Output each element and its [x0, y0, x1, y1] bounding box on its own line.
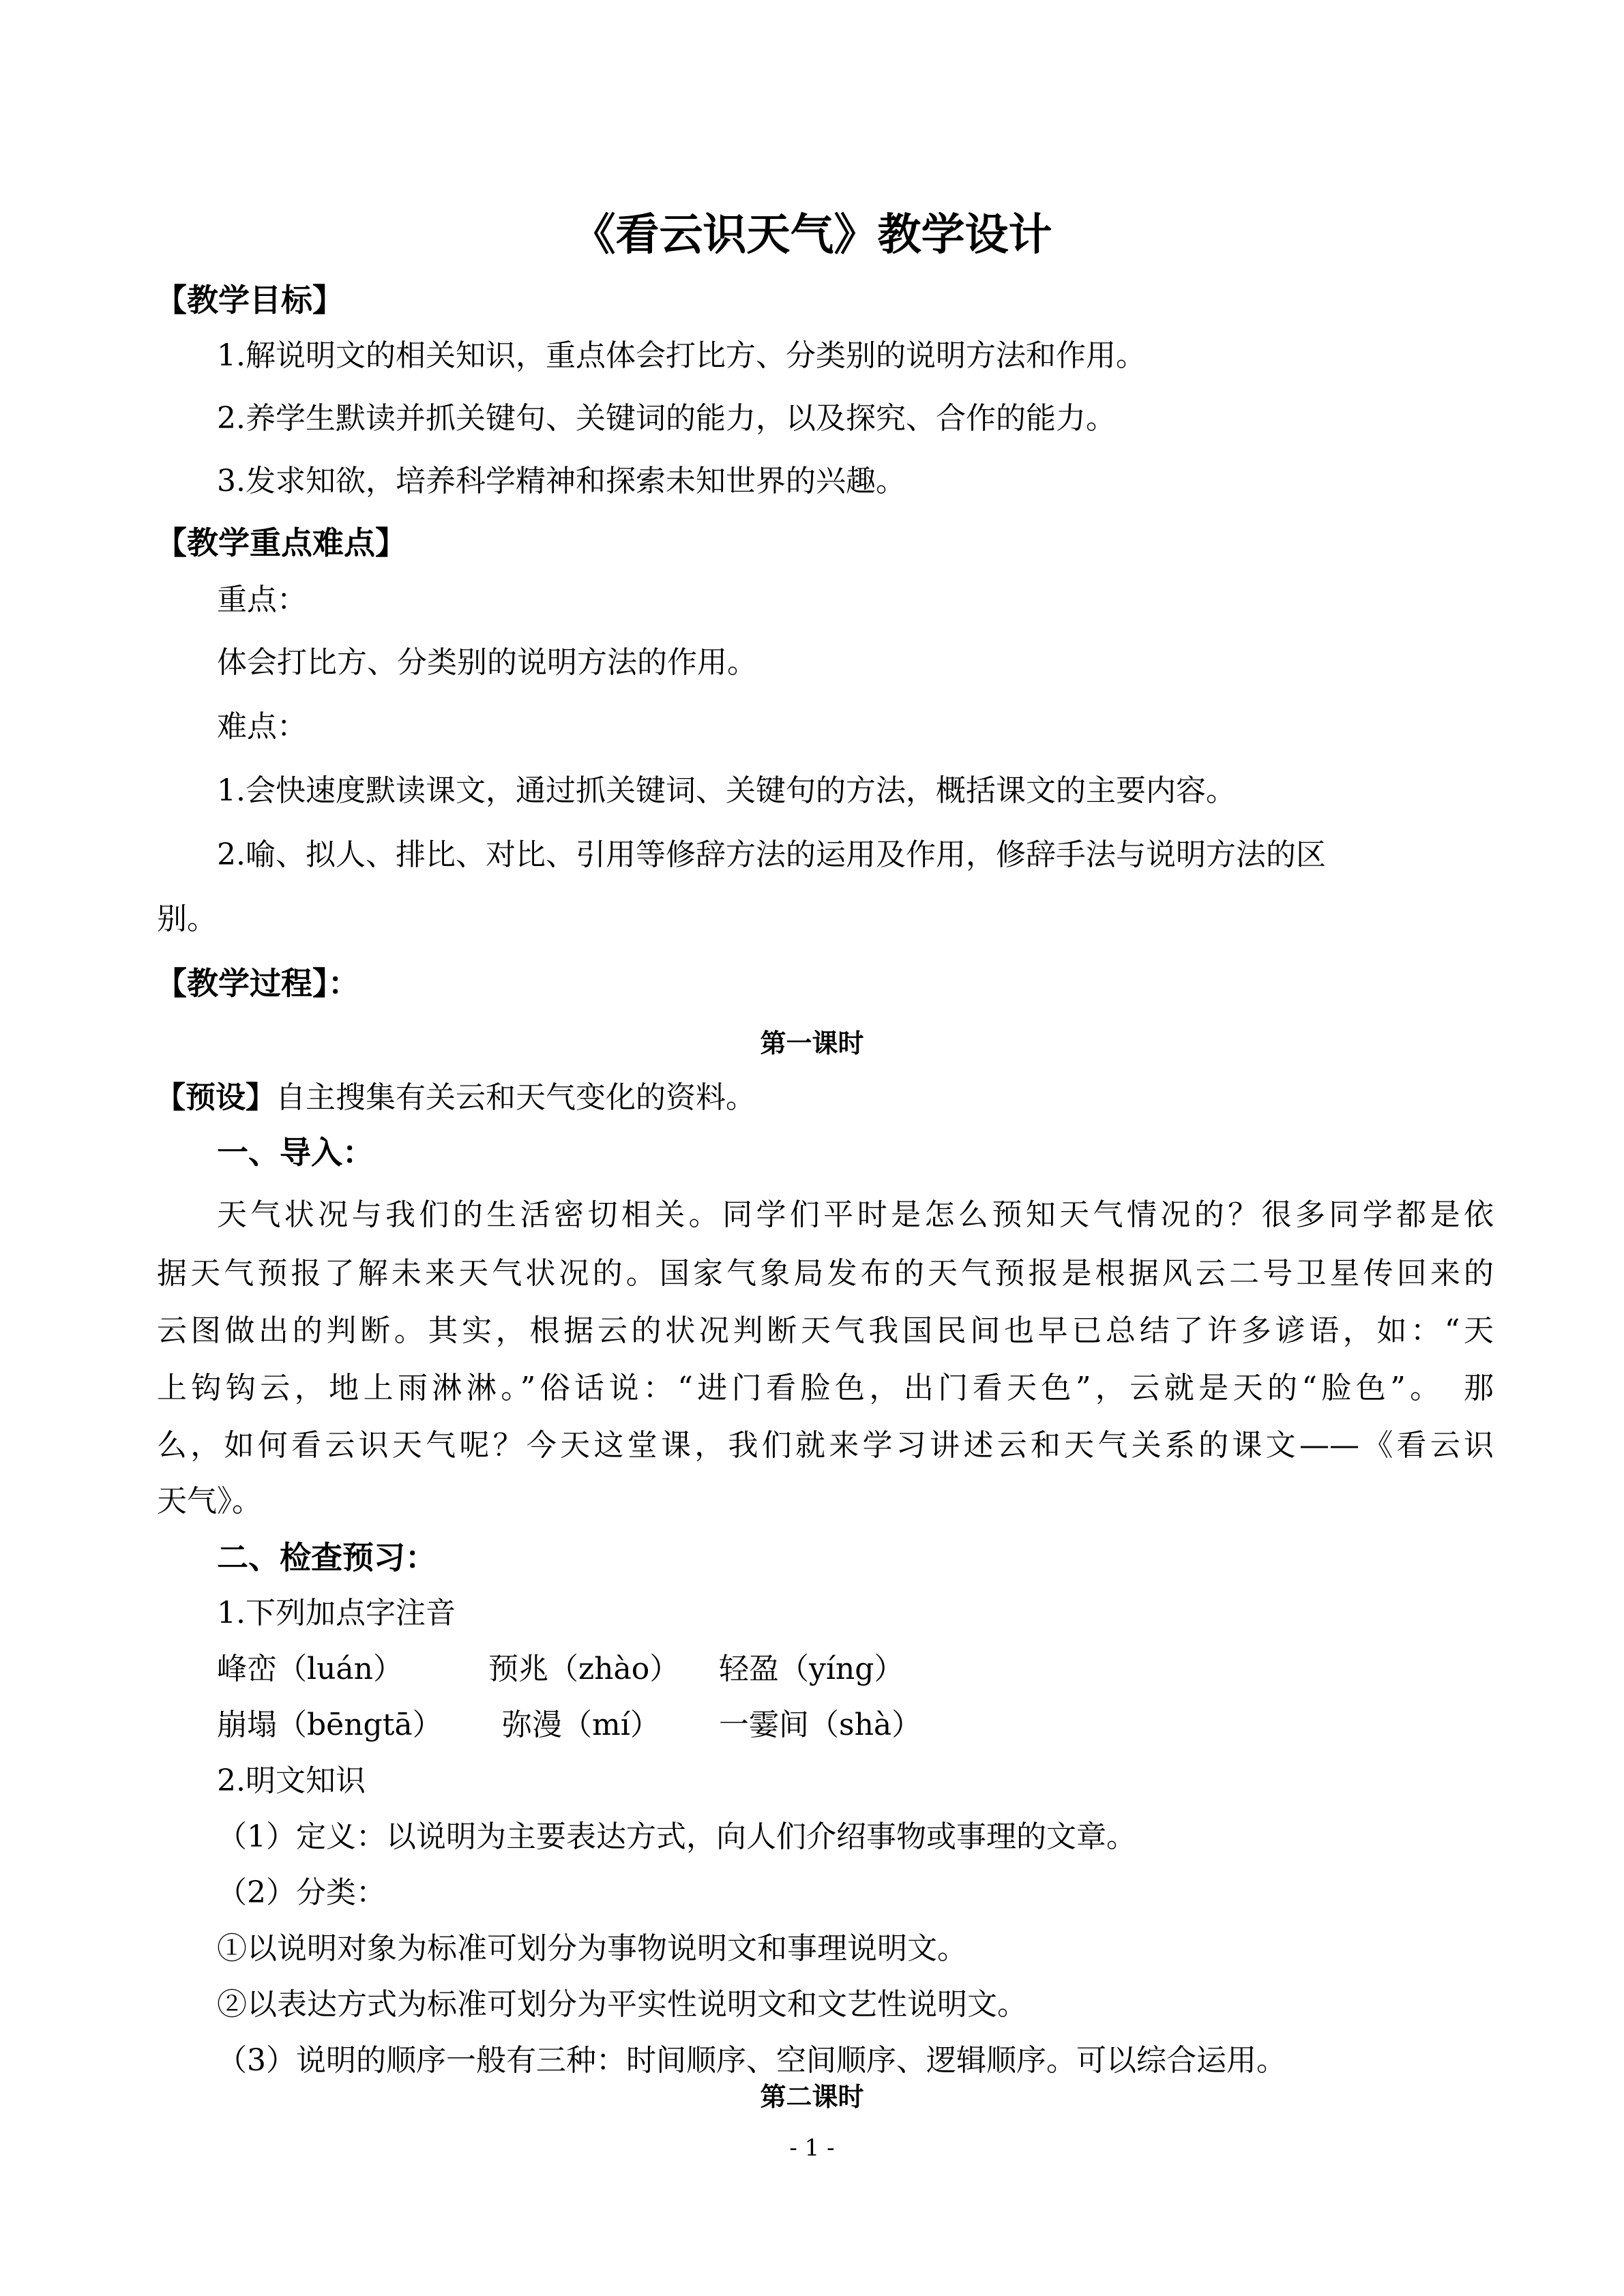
lesson-1-heading: 第一课时 [760, 1028, 864, 1058]
classification-item-1: ①以说明对象为标准可划分为事物说明文和事理说明文。 [217, 1931, 967, 1966]
difficulty-item-1: 1.会快速度默读课文，通过抓关键词、关键句的方法，概括课文的主要内容。 [217, 773, 1236, 808]
intro-line-3: 云图做出的判断。其实，根据云的状况判断天气我国民间也早已总结了许多谚语，如：“天 [157, 1313, 1494, 1348]
preset-line [156, 1077, 756, 1118]
intro-line-1: 天气状况与我们的生活密切相关。同学们平时是怎么预知天气情况的？很多同学都是依 [217, 1197, 1494, 1232]
classification-label: （2）分类： [217, 1875, 386, 1910]
lesson-2-heading: 第二课时 [760, 2082, 864, 2112]
intro-line-4: 上钩钩云，地上雨淋淋。”俗话说：“进门看脸色，出门看天色”，云就是天的“脸色”。 那 [157, 1371, 1494, 1405]
document-title: 《看云识天气》教学设计 [572, 210, 1052, 260]
knowledge-label: 2.明文知识 [217, 1763, 366, 1798]
phonetic-item: 弥漫（mí） [502, 1708, 660, 1742]
preset-label: 【预设】 [156, 1080, 276, 1115]
difficulty-item-2-cont: 别。 [157, 901, 217, 936]
preset-text: 自主搜集有关云和天气变化的资料。 [276, 1080, 756, 1115]
intro-line-2: 据天气预报了解未来天气状况的。国家气象局发布的天气预报是根据风云二号卫星传回来的 [157, 1256, 1494, 1291]
classification-item-2: ②以表达方式为标准可划分为平实性说明文和文艺性说明文。 [217, 1987, 1027, 2022]
focus-text: 体会打比方、分类别的说明方法的作用。 [217, 645, 757, 680]
goals-heading: 【教学目标】 [156, 282, 344, 318]
intro-heading: 一、导入： [217, 1134, 374, 1171]
phonetic-item: 一霎间（shà） [719, 1708, 922, 1742]
phonetic-item: 崩塌（bēngtā） [217, 1708, 443, 1742]
phonetic-row-1 [217, 1649, 904, 1690]
goal-item-2: 2.养学生默读并抓关键句、关键词的能力，以及探究、合作的能力。 [217, 401, 1116, 436]
intro-line-6: 天气》。 [157, 1484, 262, 1519]
preview-heading: 二、检查预习： [217, 1539, 437, 1576]
phonetic-item: 轻盈（yíng） [719, 1652, 904, 1686]
difficulty-label: 难点： [217, 709, 307, 744]
page-number: - 1 - [789, 2134, 835, 2162]
goal-item-3: 3.发求知欲，培养科学精神和探索未知世界的兴趣。 [217, 464, 906, 498]
key-points-heading: 【教学重点难点】 [156, 524, 407, 561]
order-text: （3）说明的顺序一般有三种：时间顺序、空间顺序、逻辑顺序。可以综合运用。 [217, 2043, 1286, 2078]
difficulty-item-2: 2.喻、拟人、排比、对比、引用等修辞方法的运用及作用，修辞手法与说明方法的区 [217, 837, 1326, 872]
focus-label: 重点： [217, 582, 307, 617]
definition-text: （1）定义：以说明为主要表达方式，向人们介绍事物或事理的文章。 [217, 1819, 1136, 1854]
phonetic-item: 峰峦（luán） [217, 1652, 403, 1686]
phonetic-label: 1.下列加点字注音 [217, 1596, 456, 1630]
goal-item-1: 1.解说明文的相关知识，重点体会打比方、分类别的说明方法和作用。 [217, 338, 1146, 373]
process-heading: 【教学过程】： [156, 965, 359, 1002]
phonetic-row-2 [217, 1705, 921, 1746]
phonetic-item: 预兆（zhào） [488, 1652, 680, 1686]
intro-line-5: 么，如何看云识天气呢？今天这堂课，我们就来学习讲述云和天气关系的课文——《看云识 [157, 1428, 1494, 1463]
